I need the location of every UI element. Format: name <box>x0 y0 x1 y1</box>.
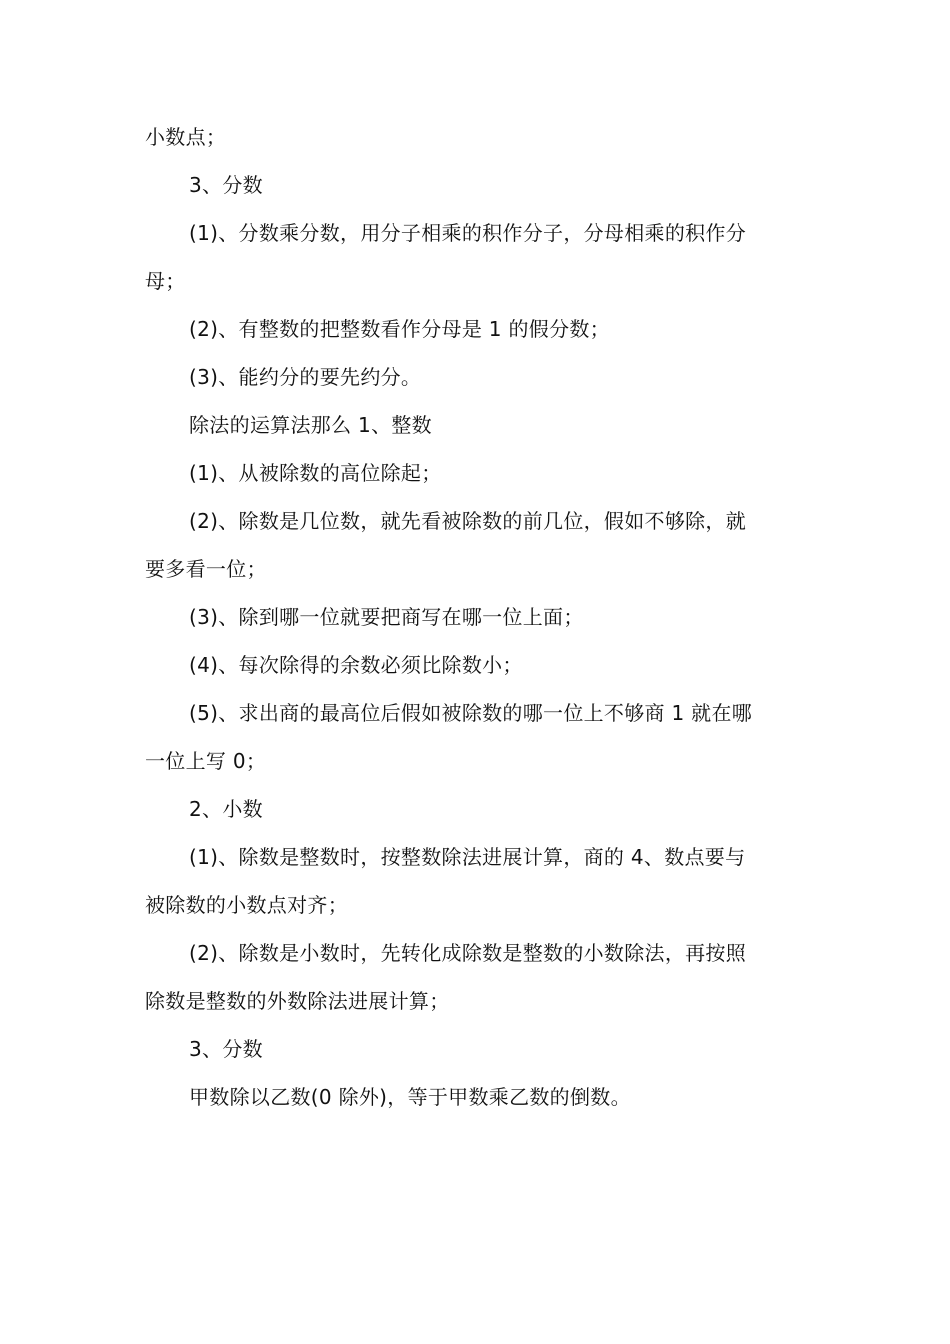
section-heading: 除法的运算法那么 1、整数 <box>189 413 432 437</box>
text-line: (1)、除数是整数时，按整数除法进展计算，商的 4、数点要与 <box>189 845 746 869</box>
text-line: 除数是整数的外数除法进展计算； <box>145 989 450 1013</box>
text-line: (1)、分数乘分数，用分子相乘的积作分子，分母相乘的积作分 <box>189 221 747 245</box>
section-heading: 3、分数 <box>189 1037 263 1061</box>
section-heading: 2、小数 <box>189 797 263 821</box>
text-line: 母； <box>145 269 186 293</box>
text-line: 甲数除以乙数(0 除外)，等于甲数乘乙数的倒数。 <box>189 1085 631 1109</box>
text-line: (5)、求出商的最高位后假如被除数的哪一位上不够商 1 就在哪 <box>189 701 753 725</box>
text-line: (2)、有整数的把整数看作分母是 1 的假分数； <box>189 317 610 341</box>
text-line: 被除数的小数点对齐； <box>145 893 348 917</box>
text-line: 要多看一位； <box>145 557 267 581</box>
text-line: (4)、每次除得的余数必须比除数小； <box>189 653 523 677</box>
text-line: 一位上写 0； <box>145 749 267 773</box>
text-line: 小数点； <box>145 125 227 149</box>
text-line: (3)、能约分的要先约分。 <box>189 365 422 389</box>
text-line: (1)、从被除数的高位除起； <box>189 461 442 485</box>
document-body <box>145 113 807 1121</box>
text-line: (2)、除数是小数时，先转化成除数是整数的小数除法，再按照 <box>189 941 747 965</box>
text-line: (2)、除数是几位数，就先看被除数的前几位，假如不够除，就 <box>189 509 747 533</box>
section-heading: 3、分数 <box>189 173 263 197</box>
text-line: (3)、除到哪一位就要把商写在哪一位上面； <box>189 605 584 629</box>
